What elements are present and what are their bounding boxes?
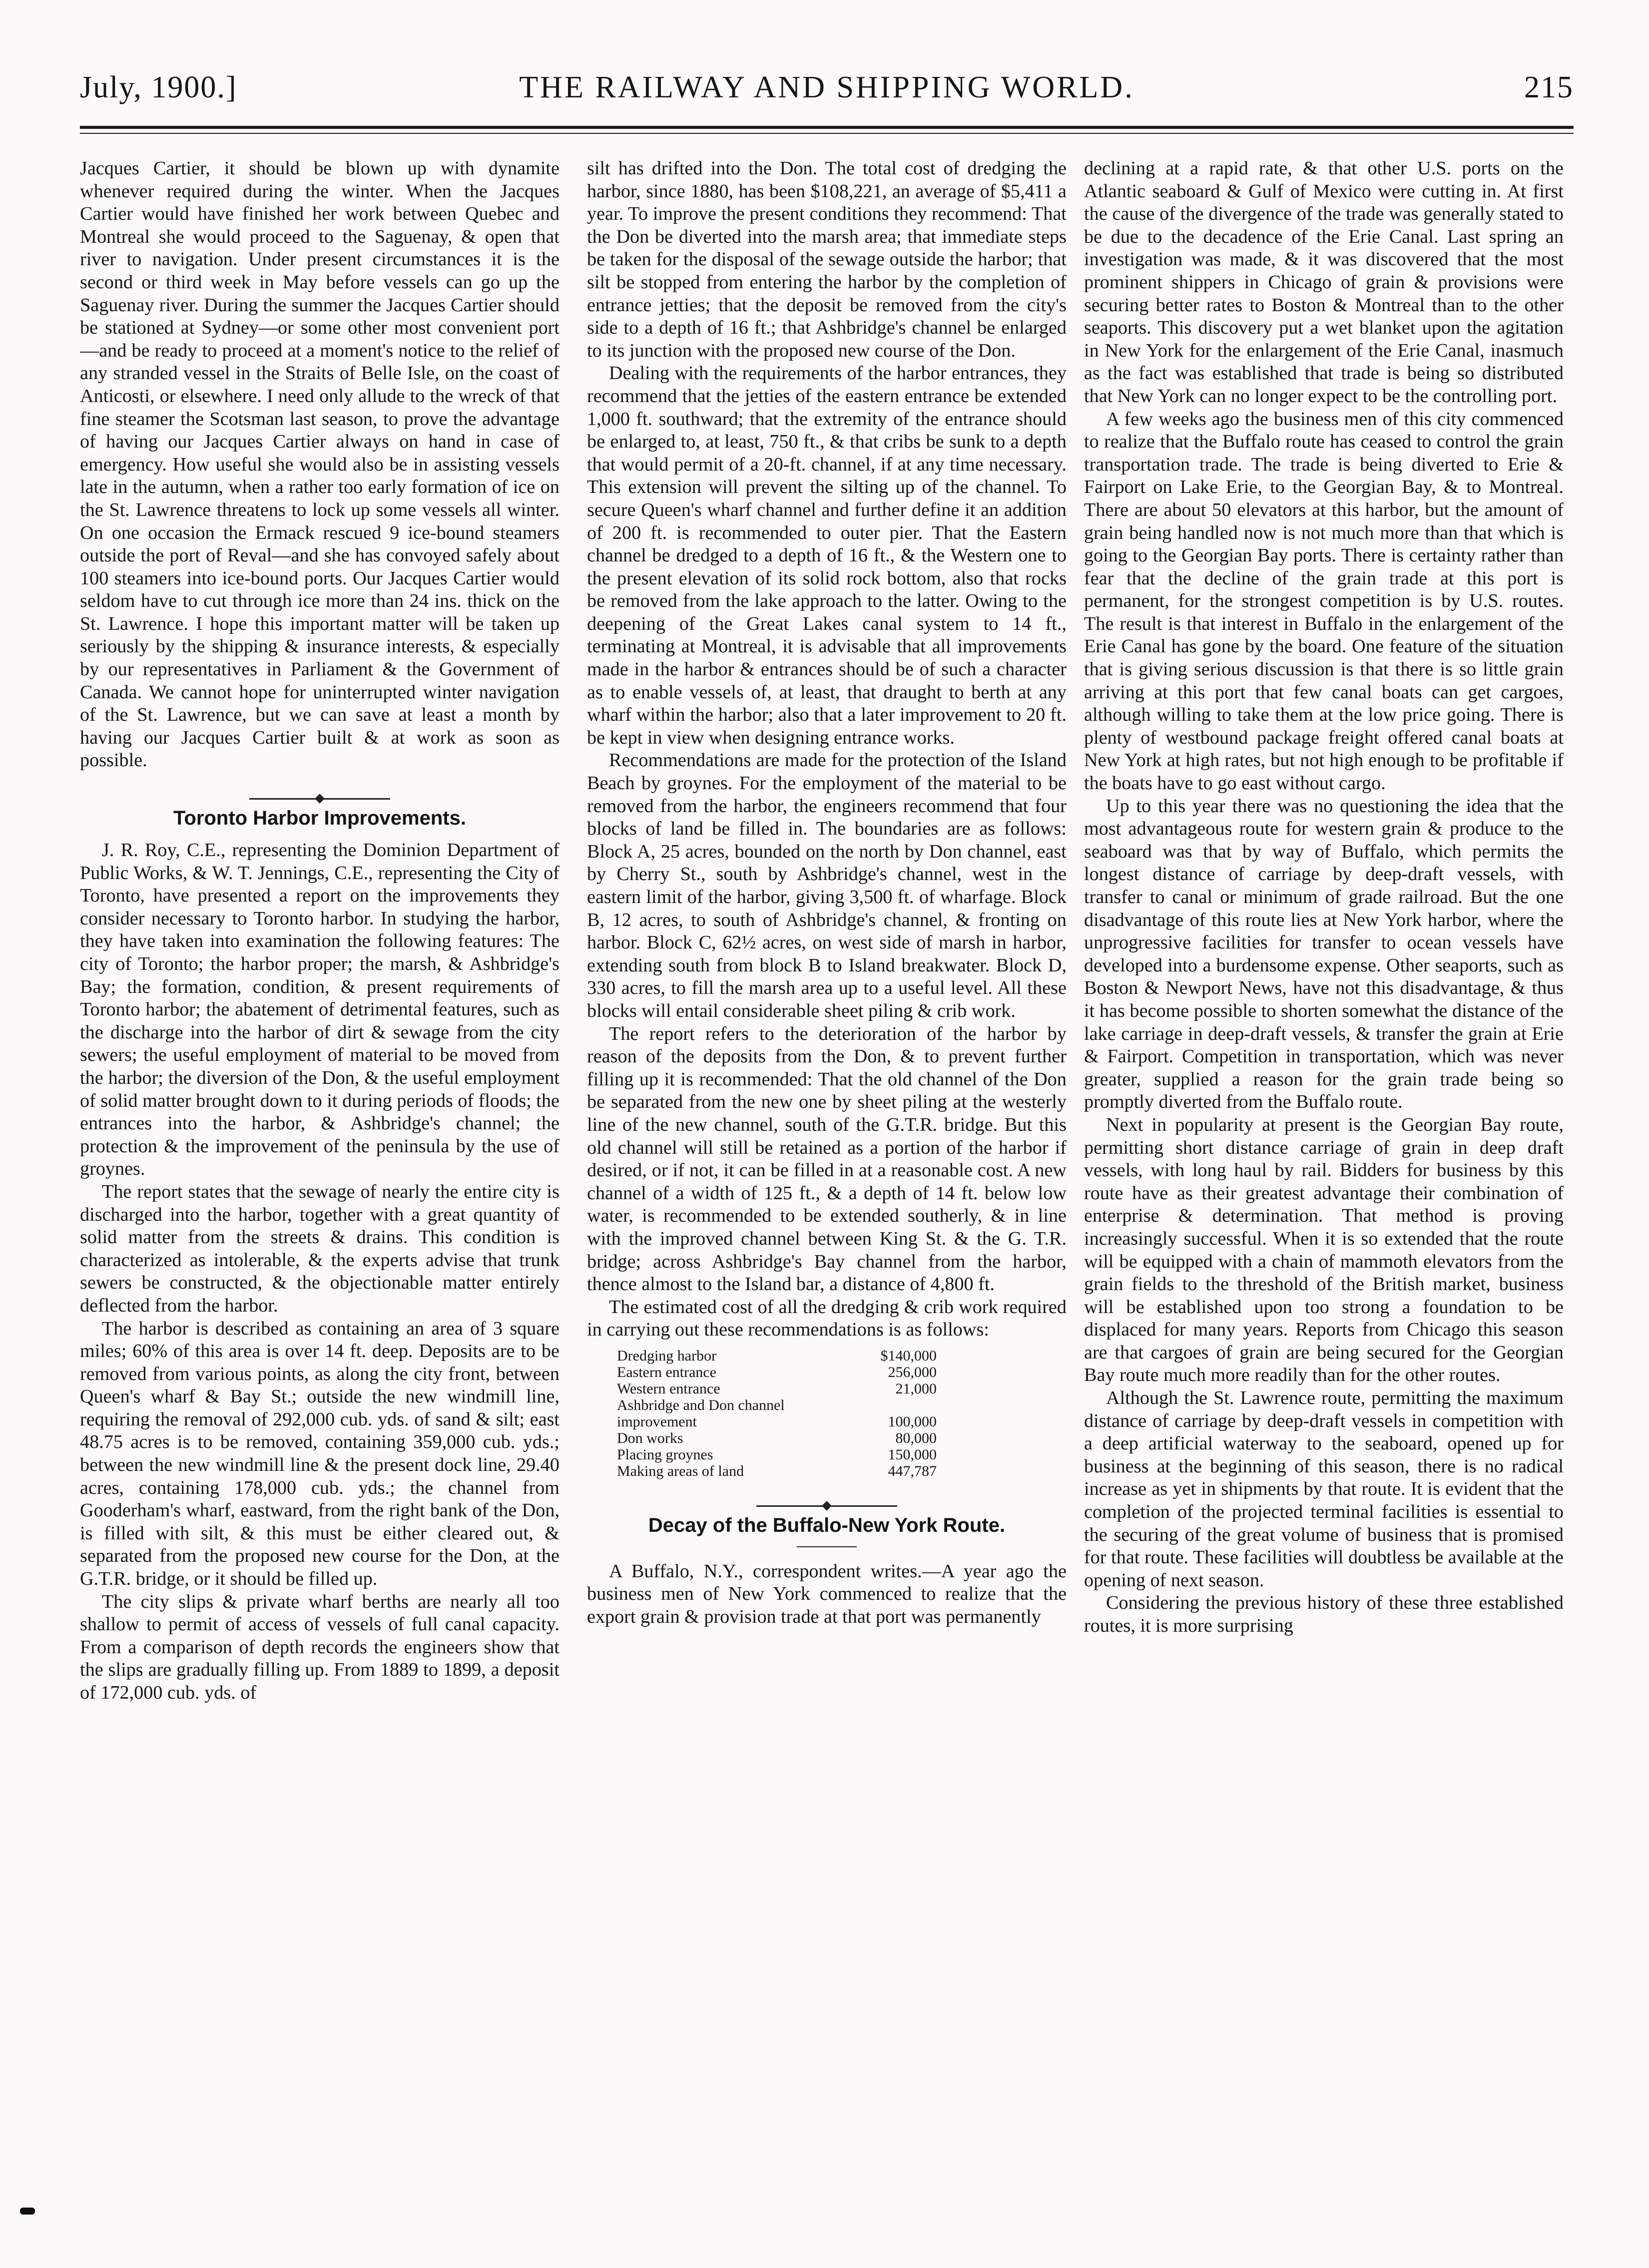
cost-item: Western entrance xyxy=(617,1380,720,1397)
column-3 xyxy=(1084,157,1564,2225)
table-row xyxy=(617,1446,937,1463)
cost-amount: 100,000 xyxy=(888,1413,937,1430)
paragraph: A few weeks ago the business men of this city commenced to realize that the Buffalo route has ceased to control the grain transportation trade. The trade is being diverted to Erie & Fairport on Lake Erie, to the Georgian Bay, & to Montreal. There are about 50 elevators at this harbor, but the amount of grain being handled now is not much more than that which is going to the Georgian Bay ports. There is certainty rather than fear that the decline of the grain trade at this port is permanent, for the strongest competition is by U.S. routes. The result is that interest in Buffalo in the enlargement of the Erie Canal has gone by the board. One feature of the situation that is giving serious discussion is that there is so little grain arriving at this port that few canal boats can get cargoes, although willing to take them at the low price going. There is plenty of westbound package freight offered canal boats at New York at high rates, but not high enough to be profitable if the boats have to go east without cargo. xyxy=(1084,408,1564,794)
table-row xyxy=(617,1430,937,1446)
column-2 xyxy=(587,157,1067,2225)
cost-table xyxy=(617,1348,937,1479)
cost-item: Eastern entrance xyxy=(617,1363,717,1380)
cost-amount: 80,000 xyxy=(895,1429,937,1446)
paragraph: Jacques Cartier, it should be blown up with dynamite whenever required during the winter. When the Jacques Cartier would have finished her work between Quebec and Montreal she would proceed to the Saguenay, & open that river to navigation. Under present circumstances it is the second or third week in May before vessels can go up the Saguenay river. During the summer the Jacques Cartier should be stationed at Sydney—or some other most convenient port—and be ready to proceed at a moment's notice to the relief of any stranded vessel in the Straits of Belle Isle, on the coast of Anticosti, or elsewhere. I need only allude to the wreck of that fine steamer the Scotsman last season, to prove the advantage of having our Jacques Cartier always on hand in case of emergency. How useful she would also be in assisting vessels late in the autumn, when a rather too early formation of ice on the St. Lawrence threatens to lock up some vessels all winter. On one occasion the Ermack rescued 9 ice-bound steamers outside the port of Reval—and she has convoyed safely about 100 steamers into ice-bound ports. Our Jacques Cartier would seldom have to cut through ice more than 24 ins. thick on the St. Lawrence. I hope this important matter will be taken up seriously by the shipping & insurance interests, & especially by our representatives in Parliament & the Government of Canada. We cannot hope for uninterrupted winter navigation of the St. Lawrence, but we can save at least a month by having our Jacques Cartier built & at work as soon as possible. xyxy=(80,158,559,771)
table-row xyxy=(617,1380,937,1397)
cost-amount: $140,000 xyxy=(880,1347,937,1364)
section-ornament xyxy=(80,786,559,795)
cost-item: Don works xyxy=(617,1429,683,1446)
header-rule-thin xyxy=(80,133,1574,134)
table-row xyxy=(617,1463,937,1479)
cost-item: Making areas of land xyxy=(617,1462,744,1479)
paragraph: J. R. Roy, C.E., representing the Dominion Department of Public Works, & W. T. Jennings, C.E., representing the City of Toronto, have presented a report on the improvements they consider necessary to Toronto harbor. In studying the harbor, they have taken into examination the following features: The city of Toronto; the harbor proper; the marsh, & Ashbridge's Bay; the formation, condition, & present requirements of Toronto harbor; the abatement of detrimental features, such as the discharge into the harbor of dirt & sewage from the city sewers; the useful employment of material to be moved from the harbor; the diversion of the Don, & the useful employment of solid matter brought down to it during periods of floods; the entrances into the harbor, & Ashbridge's channel; the protection & the improvement of the peninsula by the use of groynes. xyxy=(80,840,559,1180)
page-header xyxy=(80,65,1574,120)
paragraph: Dealing with the requirements of the harbor entrances, they recommend that the jetties of the eastern entrance be extended 1,000 ft. southward; that the extremity of the entrance should be enlarged to, at least, 750 ft., & that cribs be sunk to a depth that would permit of a 20-ft. channel, if at any time necessary. This extension will prevent the silting up of the channel. To secure Queen's wharf channel and further define it an addition of 200 ft. is recommended to outer pier. That the Eastern channel be dredged to a depth of 16 ft., & the Western one to the present elevation of its solid rock bottom, also that rocks be removed from the lake approach to the latter. Owing to the deepening of the Great Lakes canal system to 14 ft., terminating at Montreal, it is advisable that all improvements made in the harbor & entrances should be of such a character as to enable vessels of, at least, that draught to berth at any wharf within the harbor; also that a later improvement to 20 ft. be kept in view when designing entrance works. xyxy=(587,363,1067,748)
paragraph: The report states that the sewage of nearly the entire city is discharged into the harbor, together with a great quantity of solid matter from the streets & drains. This condition is characterized as intolerable, & the experts advise that trunk sewers be constructed, & the objectionable matter entirely deflected from the harbor. xyxy=(80,1181,559,1316)
article-heading: Toronto Harbor Improvements. xyxy=(173,807,466,830)
publication-title: THE RAILWAY AND SHIPPING WORLD. xyxy=(519,70,1134,104)
paragraph: Considering the previous history of these three established routes, it is more surprising xyxy=(1084,1592,1564,1636)
paragraph: silt has drifted into the Don. The total cost of dredging the harbor, since 1880, has been $108,221, an average of $5,411 a year. To improve the present conditions they recommend: That the Don be diverted into the marsh area; that immediate steps be taken for the disposal of the sewage outside the harbor; that silt be stopped from entering the harbor by the completion of entrance jetties; that the deposit be removed from the city's side to a depth of 16 ft.; that Ashbridge's channel be enlarged to its junction with the proposed new course of the Don. xyxy=(587,158,1067,361)
table-row xyxy=(617,1364,937,1380)
cost-item: Dredging harbor xyxy=(617,1347,717,1364)
paragraph: Recommendations are made for the protection of the Island Beach by groynes. For the employment of the material to be removed from the harbor, the engineers recommend that four blocks of land be filled in. The boundaries are as follows: Block A, 25 acres, bounded on the north by Don channel, east by Cherry St., south by Ashbridge's channel, west in the eastern limit of the harbor, giving 3,500 ft. of wharfage. Block B, 12 acres, to south of Ashbridge's channel, & fronting on harbor. Block C, 62½ acres, on west side of marsh in harbor, extending south from block B to Island breakwater. Block D, 330 acres, to fill the marsh area up to a useful level. All these blocks will entail considerable sheet piling & crib work. xyxy=(587,750,1067,1021)
cost-amount: 21,000 xyxy=(895,1380,937,1397)
paragraph: Up to this year there was no questioning the idea that the most advantageous route for western grain & produce to the seaboard was that by way of Buffalo, which permits the longest distance of carriage by deep-draft vessels, with transfer to canal or minimum of grade railroad. But the one disadvantage of this route lies at New York harbor, where the unprogressive facilities for transfer to ocean vessels have developed into a burdensome expense. Other seaports, such as Boston & Newport News, have not this disadvantage, & thus it has become possible to shorten somewhat the distance of the lake carriage in deep-draft vessels, & transfer the grain at Erie & Fairport. Competition in transportation, which was never greater, supplied a reason for the grain trade being so promptly diverted from the Buffalo route. xyxy=(1084,795,1564,1113)
paragraph: Next in popularity at present is the Georgian Bay route, permitting short distance carriage of grain in deep draft vessels, with long haul by rail. Bidders for business by this route have as their greatest advantage their combination of enterprise & determination. That method is proving increasingly successful. When it is so extended that the route will be equipped with a chain of mammoth elevators from the grain fields to the threshold of the British market, business will be established upon too strong a foundation to be displaced for many years. Reports from Chicago this season are that cargoes of grain are being secured for the Georgian Bay route much more readily than for the other routes. xyxy=(1084,1114,1564,1386)
table-row xyxy=(617,1397,937,1430)
article-heading: Decay of the Buffalo-New York Route. xyxy=(648,1514,1006,1536)
cost-item: Ashbridge and Don channel improvement xyxy=(617,1396,785,1430)
column-1 xyxy=(80,157,559,2225)
paragraph: The estimated cost of all the dredging & crib work required in carrying out these recommendations is as follows: xyxy=(587,1296,1067,1341)
heading-rule xyxy=(797,1546,857,1547)
paragraph: declining at a rapid rate, & that other U.S. ports on the Atlantic seaboard & Gulf of Mexico were cutting in. At first the cause of the divergence of the trade was generally stated to be due to the decadence of the Erie Canal. Last spring an investigation was made, & it was discovered that the most prominent shippers in Chicago of grain & provisions were securing better rates to Boston & Montreal than to the other seaports. This discovery put a wet blanket upon the agitation in New York for the enlargement of the Erie Canal, inasmuch as the fact was established that trade is being so distributed that New York can no longer expect to be the controlling port. xyxy=(1084,158,1564,407)
issue-date: July, 1900.] xyxy=(80,70,237,104)
paragraph: The harbor is described as containing an area of 3 square miles; 60% of this area is over 14 ft. deep. Deposits are to be removed from various points, as along the city front, between Queen's wharf & Bay St.; outside the new windmill line, requiring the removal of 292,000 cub. yds. of sand & silt; east 48.75 acres is to be removed, containing 359,000 cub. yds.; between the new windmill line & the present dock line, 29.40 acres, containing 178,000 cub. yds.; the channel from Gooderham's wharf, eastward, from the right bank of the Don, is filled with silt, & this must be either cleared out, & separated from the proposed new course for the Don, at the G.T.R. bridge, or it should be filled up. xyxy=(80,1318,559,1590)
table-row xyxy=(617,1348,937,1364)
paragraph: Although the St. Lawrence route, permitting the maximum distance of carriage by deep-draft vessels in competition with a deep artificial waterway to the seaboard, opened up for business at the beginning of this season, there is no radical increase as yet in shipments by that route. It is evident that the completion of the projected terminal facilities is essential to the securing of the great volume of business that is promised for that route. These facilities will doubtless be available at the opening of next season. xyxy=(1084,1387,1564,1591)
page-number: 215 xyxy=(1524,70,1574,104)
header-rule-thick xyxy=(80,126,1574,129)
section-ornament xyxy=(587,1493,1067,1502)
paragraph: The report refers to the deterioration of the harbor by reason of the deposits from the Don, & to prevent further filling up it is recommended: That the old channel of the Don be separated from the new one by sheet piling at the westerly line of the new channel, south of the G.T.R. bridge. But this old channel will still be retained as a portion of the harbor if desired, or if not, it can be filled in at a reasonable cost. A new channel of a width of 125 ft., & a depth of 14 ft. below low water, is recommended to be extended southerly, & in line with the improved channel between King St. & the G. T.R. bridge; across Ashbridge's Bay channel from the harbor, thence almost to the Island bar, a distance of 4,800 ft. xyxy=(587,1023,1067,1295)
cost-amount: 447,787 xyxy=(888,1462,937,1479)
paragraph: The city slips & private wharf berths are nearly all too shallow to permit of access of vessels of full canal capacity. From a comparison of depth records the engineers show that the slips are gradually filling up. From 1889 to 1899, a deposit of 172,000 cub. yds. of xyxy=(80,1591,559,1703)
cost-item: Placing groynes xyxy=(617,1446,713,1463)
cost-amount: 256,000 xyxy=(888,1363,937,1380)
scan-mark xyxy=(20,2208,35,2215)
cost-amount: 150,000 xyxy=(888,1446,937,1463)
paragraph: A Buffalo, N.Y., correspondent writes.—A year ago the business men of New York commenced to realize that the export grain & provision trade at that port was permanently xyxy=(587,1560,1067,1628)
